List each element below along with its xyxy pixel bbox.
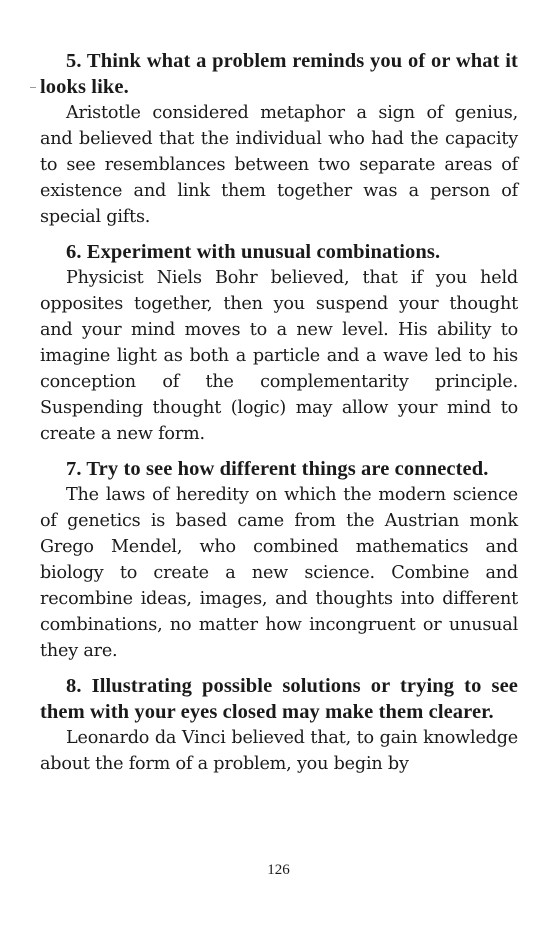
section-6 xyxy=(40,239,518,447)
section-body: Aristotle considered metaphor a sign of genius, and believed that the individual who had the capacity to see resemblances between two separate areas of existence and link them together was a person of special gifts. xyxy=(40,103,518,227)
section-7 xyxy=(40,456,518,664)
section-body: Leonardo da Vinci believed that, to gain knowledge about the form of a problem, you begin by xyxy=(40,728,518,774)
section-body: Physicist Niels Bohr believed, that if you held opposites together, then you suspend your thought and your mind moves to a new level. His ability to imagine light as both a particle and a wave led to his conception of the complementarity principle. Suspending thought (logic) may allow your mind to create a new form. xyxy=(40,268,518,444)
section-heading: 7. Try to see how different things are connected. xyxy=(66,458,489,480)
book-page xyxy=(40,48,518,786)
section-body: The laws of heredity on which the modern science of genetics is based came from the Austrian monk Grego Mendel, who combined mathematics and biology to create a new science. Combine and recombine ideas, images, and thoughts into different combinations, no matter how incongruent or unusual they are. xyxy=(40,485,518,661)
section-5 xyxy=(40,48,518,230)
section-8 xyxy=(40,673,518,777)
scan-mark xyxy=(30,87,36,88)
section-heading: 6. Experiment with unusual combinations. xyxy=(66,241,441,263)
page-number: 126 xyxy=(267,862,290,878)
section-heading: 8. Illustrating possible solutions or trying to see them with your eyes closed may make them clearer. xyxy=(40,675,518,723)
section-heading: 5. Think what a problem reminds you of or what it looks like. xyxy=(40,50,518,98)
